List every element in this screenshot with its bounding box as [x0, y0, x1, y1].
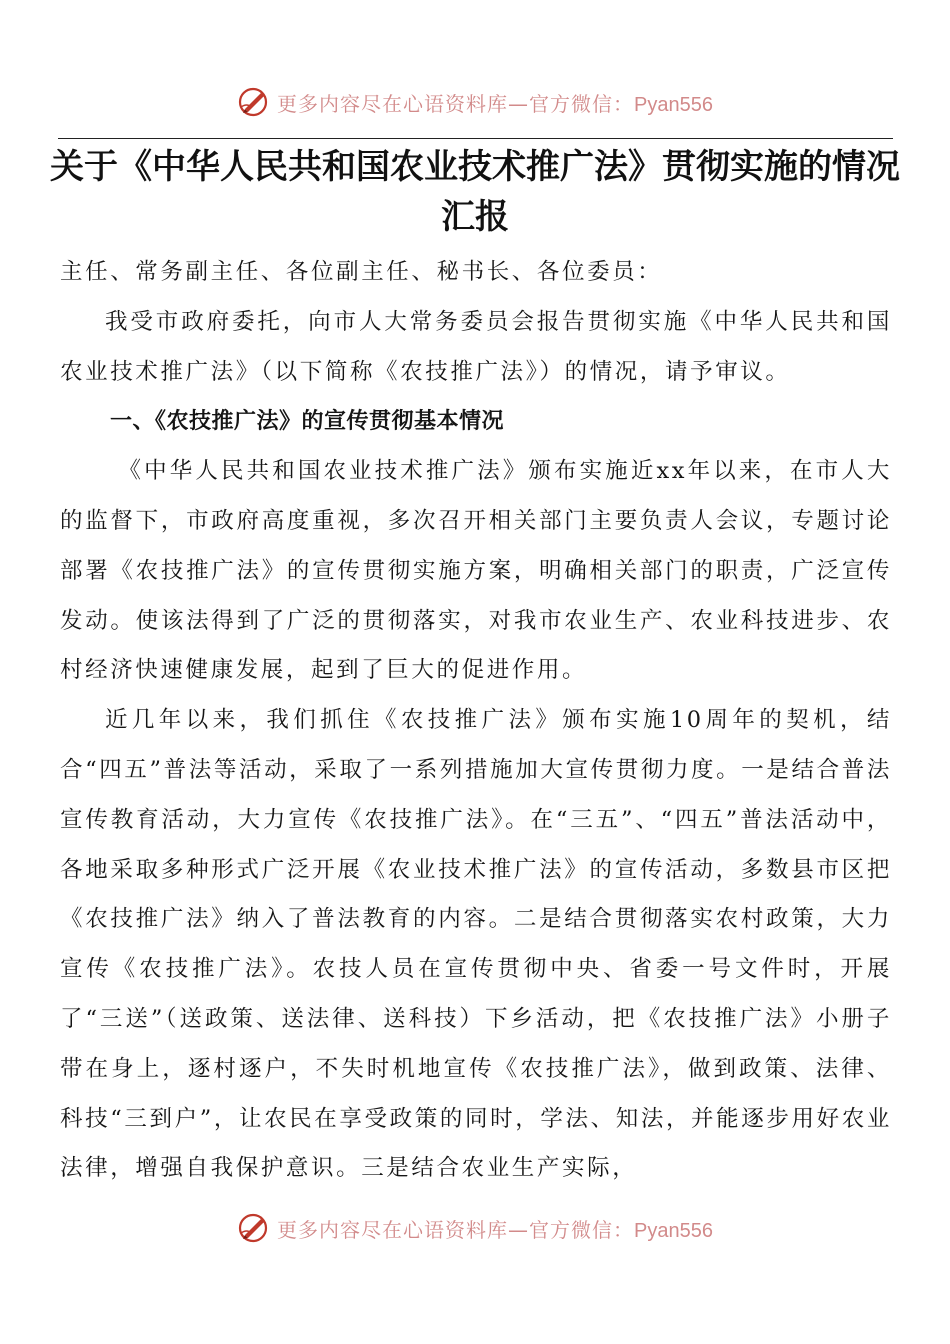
page-title: 关于《中华人民共和国农业技术推广法》贯彻实施的情况汇报: [50, 147, 900, 237]
watermark-text: 更多内容尽在心语资料库—官方微信：Pyan556: [277, 1217, 713, 1242]
salutation: 主任、常务副主任、各位副主任、秘书长、各位委员：: [60, 259, 663, 285]
pen-logo-icon: [237, 1211, 271, 1245]
body-paragraph-2: 近几年以来，我们抓住《农技推广法》颁布实施10周年的契机，结合“四五”普法等活动，采取了一系列措施加大宣传贯彻力度。一是结合普法宣传教育活动，大力宣传《农技推广法》。在“三五”、“四五”普法活动中，各地采取多种形式广泛开展《农业技术推广法》的宣传活动，多数县市区把《农技推广法》纳入了普法教育的内容。二是结合贯彻落实农村政策，大力宣传《农技推广法》。农技人员在宣传贯彻中央、省委一号文件时，开展了“三送”（送政策、送法律、送科技）下乡活动，把《农技推广法》小册子带在身上，逐村逐户，不失时机地宣传《农技推广法》，做到政策、法律、科技“三到户”，让农民在享受政策的同时，学法、知法，并能逐步用好农业法律，增强自我保护意识。三是结合农业生产实际，: [60, 707, 892, 1182]
watermark-text: 更多内容尽在心语资料库—官方微信：Pyan556: [277, 91, 713, 116]
watermark-banner-top: [0, 82, 950, 122]
watermark-banner-bottom: [0, 1208, 950, 1248]
header-rule: [58, 138, 893, 139]
intro-paragraph: 我受市政府委托，向市人大常务委员会报告贯彻实施《中华人民共和国农业技术推广法》（以下简称《农技推广法》）的情况，请予审议。: [60, 308, 892, 385]
document-body: [60, 248, 892, 1194]
pen-logo-icon: [237, 85, 271, 119]
body-paragraph-1: 《中华人民共和国农业技术推广法》颁布实施近xx年以来，在市人大的监督下，市政府高度重视，多次召开相关部门主要负责人会议，专题讨论部署《农技推广法》的宣传贯彻实施方案，明确相关部门的职责，广泛宣传发动。使该法得到了广泛的贯彻落实，对我市农业生产、农业科技进步、农村经济快速健康发展，起到了巨大的促进作用。: [60, 458, 892, 684]
section-heading: 一、《农技推广法》的宣传贯彻基本情况: [110, 409, 505, 435]
